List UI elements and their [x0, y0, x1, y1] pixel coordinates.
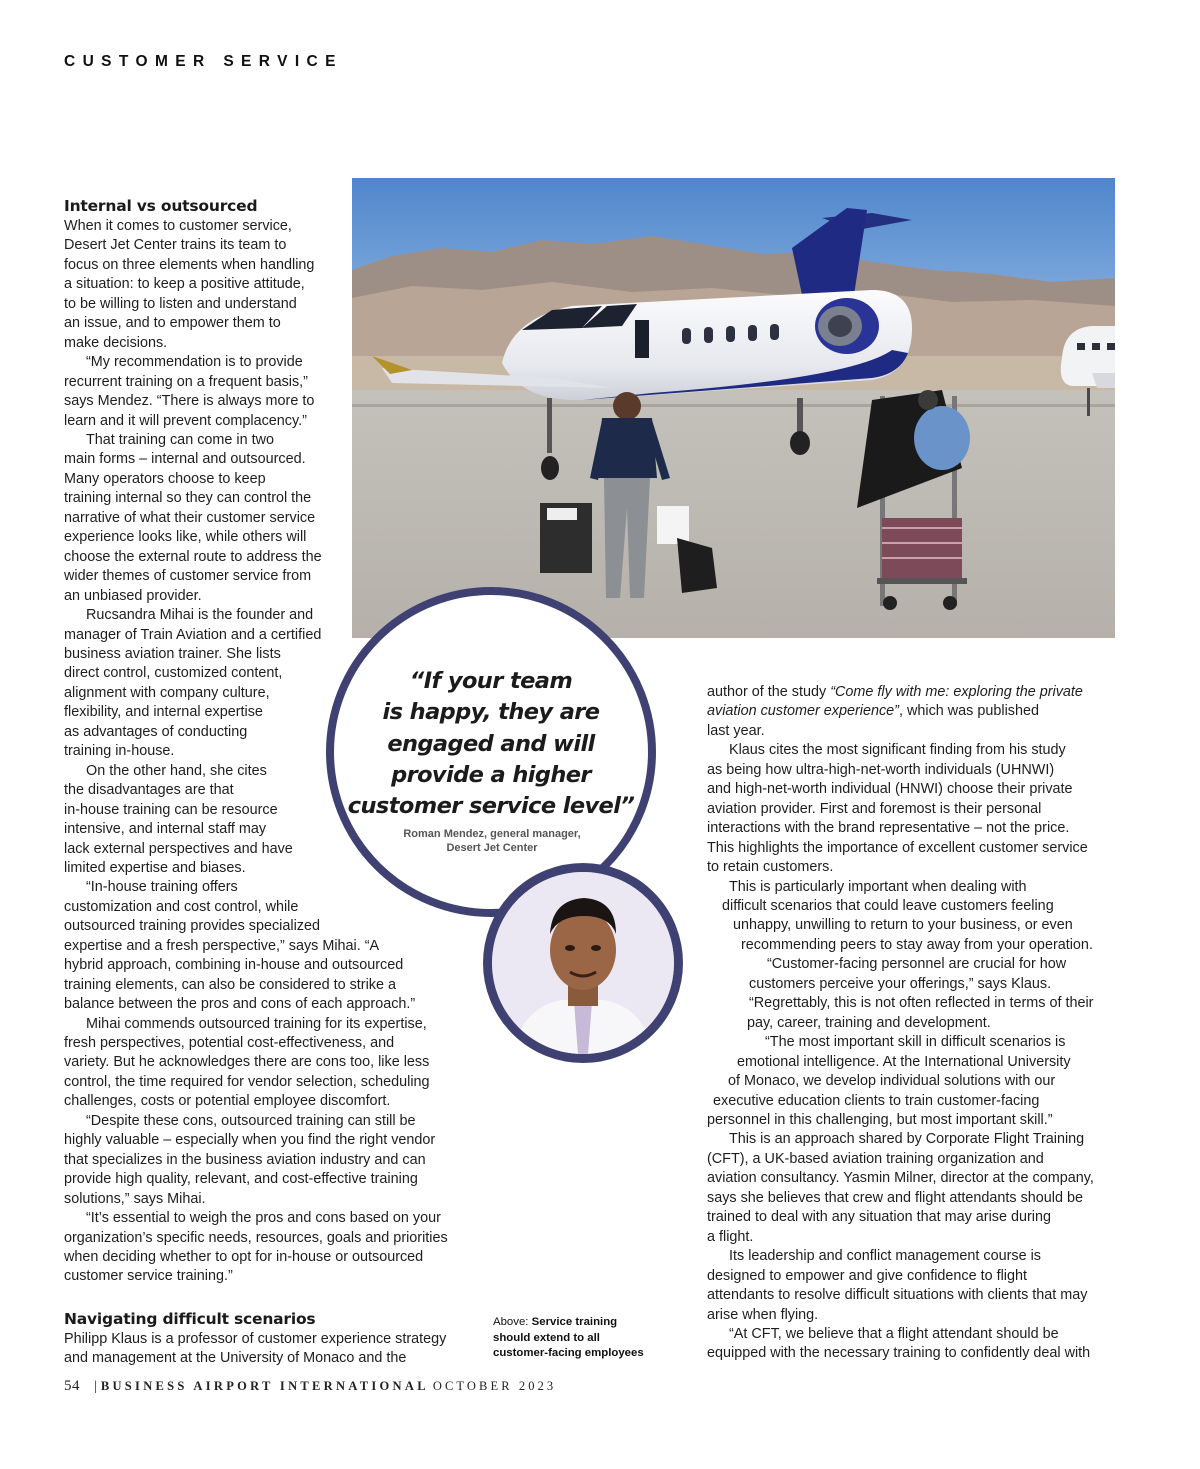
caption-label: Above:	[493, 1316, 532, 1328]
body-line: Klaus cites the most significant finding from his study	[729, 742, 1066, 759]
body-line: says Mendez. “There is always more to	[64, 393, 315, 410]
body-line: When it comes to customer service,	[64, 218, 292, 234]
body-line: manager of Train Aviation and a certified	[64, 626, 322, 643]
body-line: (CFT), a UK-based aviation training organization and	[707, 1150, 1044, 1167]
body-line: difficult scenarios that could leave customers feeling	[722, 897, 1054, 914]
body-line: pay, career, training and development.	[747, 1014, 991, 1031]
body-line: as advantages of conducting	[64, 723, 248, 740]
section-label: CUSTOMER SERVICE	[64, 53, 343, 70]
publication-name: BUSINESS AIRPORT INTERNATIONAL	[100, 1379, 429, 1393]
body-line: aviation provider. First and foremost is their personal	[707, 800, 1042, 817]
caption-line	[493, 1315, 673, 1331]
body-line: This is an approach shared by Corporate Flight Training	[729, 1131, 1085, 1148]
body-line: of Monaco, we develop individual solutions with our	[728, 1073, 1056, 1090]
body-line: Mihai commends outsourced training for its expertise,	[86, 1015, 427, 1032]
body-line: limited expertise and biases.	[64, 859, 246, 876]
body-line: variety. But he acknowledges there are cons too, like less	[64, 1054, 430, 1071]
body-line: a flight.	[707, 1228, 754, 1245]
body-line: recurrent training on a frequent basis,”	[64, 373, 308, 390]
body-line: last year.	[707, 722, 765, 739]
photo-caption	[493, 1315, 673, 1362]
body-line: “It’s essential to weigh the pros and cons based on your	[86, 1210, 441, 1227]
left-column-body-continued	[64, 1330, 448, 1369]
body-line: a situation: to keep a positive attitude,	[64, 276, 305, 293]
right-column-body	[707, 722, 1094, 1364]
body-line: This is particularly important when dealing with	[729, 878, 1027, 895]
body-line: control, the time required for vendor selection, scheduling	[64, 1073, 430, 1090]
page-footer	[64, 1377, 556, 1395]
body-line: personnel in this challenging, but most important skill.”	[707, 1111, 1053, 1128]
body-line: executive education clients to train customer-facing	[713, 1092, 1040, 1109]
body-line: attendants to resolve difficult situations with clients that may	[707, 1287, 1088, 1304]
body-line: trained to deal with any situation that may arise during	[707, 1209, 1051, 1226]
body-line: solutions,” says Mihai.	[64, 1190, 206, 1207]
body-line: “Regrettably, this is not often reflected in terms of their	[749, 995, 1094, 1012]
body-line: Rucsandra Mihai is the founder and	[86, 607, 314, 624]
body-line: emotional intelligence. At the International University	[737, 1053, 1071, 1070]
heading-internal-vs-outsourced: Internal vs outsourced	[64, 197, 258, 215]
body-line: as being how ultra-high-net-worth individuals (UHNWI)	[707, 761, 1055, 778]
footer-separator: |	[94, 1379, 97, 1394]
body-line: wider themes of customer service from	[64, 568, 312, 585]
body-line: “At CFT, we believe that a flight attendant should be	[729, 1325, 1059, 1342]
body-line: says she believes that crew and flight attendants should be	[707, 1189, 1083, 1206]
page-number: 54	[64, 1378, 80, 1394]
caption-line	[493, 1331, 673, 1347]
body-line: and high-net-worth individual (HNWI) choose their private	[707, 781, 1073, 798]
body-line: training elements, can also be considered to strike a	[64, 976, 396, 993]
body-line: when deciding whether to opt for in-house or outsourced	[64, 1249, 424, 1266]
pull-quote-line: customer service level”	[347, 793, 635, 820]
portrait-illustration	[492, 872, 674, 1054]
body-line: aviation consultancy. Yasmin Milner, director at the company,	[707, 1170, 1094, 1187]
body-line: Philipp Klaus is a professor of customer experience strategy	[64, 1330, 447, 1347]
hero-photo-jet-on-apron	[352, 178, 1115, 638]
pull-quote-attribution	[356, 827, 628, 855]
body-line: to be willing to listen and understand	[64, 295, 297, 312]
body-line: alignment with company culture,	[64, 684, 270, 701]
body-line: customization and cost control, while	[64, 898, 299, 915]
body-line: intensive, and internal staff may	[64, 821, 267, 838]
body-line: experience looks like, while others will	[64, 529, 307, 546]
study-title: “Come fly with me: exploring the private	[830, 684, 1083, 700]
body-line: an unbiased provider.	[64, 587, 202, 604]
body-line: focus on three elements when handling	[64, 256, 315, 273]
body-line: interactions with the brand representative – not the price.	[707, 820, 1070, 837]
body-line: challenges, costs or potential employee discomfort.	[64, 1093, 391, 1110]
heading-navigating-difficult-scenarios: Navigating difficult scenarios	[64, 1309, 316, 1328]
body-line: training in-house.	[64, 743, 175, 760]
pull-quote-line: engaged and will	[387, 730, 595, 757]
body-line: in-house training can be resource	[64, 801, 278, 818]
caption-text: customer-facing employees	[493, 1347, 644, 1360]
body-line: customer service training.”	[64, 1268, 233, 1285]
body-line: Its leadership and conflict management course is	[729, 1248, 1041, 1265]
body-line: make decisions.	[64, 334, 168, 351]
body-line: hybrid approach, combining in-house and outsourced	[64, 957, 404, 974]
caption-line	[493, 1346, 673, 1362]
body-line: unhappy, unwilling to return to your business, or even	[733, 917, 1073, 934]
body-line: business aviation trainer. She lists	[64, 645, 281, 662]
body-line: learn and it will prevent complacency.”	[64, 412, 307, 429]
right-column	[707, 683, 1094, 1364]
body-line: This highlights the importance of excellent customer service	[707, 839, 1088, 856]
body-line: “Customer-facing personnel are crucial for how	[767, 956, 1067, 973]
body-line: That training can come in two	[86, 431, 274, 448]
body-line: “Despite these cons, outsourced training can still be	[86, 1112, 416, 1129]
body-line: lack external perspectives and have	[64, 840, 293, 857]
body-line: organization’s specific needs, resources, goals and priorities	[64, 1229, 448, 1246]
pull-quote	[340, 666, 642, 822]
body-line: expertise and a fresh perspective,” says Mihai. “A	[64, 937, 380, 954]
body-line: balance between the pros and cons of each approach.”	[64, 996, 416, 1013]
attribution-line: Desert Jet Center	[446, 842, 538, 854]
body-line: Desert Jet Center trains its team to	[64, 237, 287, 254]
body-line: that specializes in the business aviation industry and can	[64, 1151, 426, 1168]
body-line: provide high quality, relevant, and cost-effective training	[64, 1171, 418, 1188]
body-line: choose the external route to address the	[64, 548, 322, 565]
body-line: “In-house training offers	[86, 879, 238, 896]
body-line: direct control, customized content,	[64, 665, 283, 682]
body-line: equipped with the necessary training to confidently deal with	[707, 1345, 1091, 1362]
portrait-photo	[483, 863, 683, 1063]
body-line: main forms – internal and outsourced.	[64, 451, 306, 468]
body-line: “My recommendation is to provide	[86, 354, 303, 371]
body-line: highly valuable – especially when you find the right vendor	[64, 1132, 436, 1149]
body-line: Many operators choose to keep	[64, 470, 266, 487]
caption-text: should extend to all	[493, 1331, 600, 1344]
pull-quote-line: “If your team	[409, 668, 573, 694]
attribution-line: Roman Mendez, general manager,	[403, 828, 581, 840]
body-line: the disadvantages are that	[64, 782, 234, 799]
body-line: flexibility, and internal expertise	[64, 704, 263, 721]
body-line: On the other hand, she cites	[86, 762, 267, 779]
body-line: recommending peers to stay away from your operation.	[741, 936, 1093, 953]
right-column-line	[707, 702, 1094, 721]
body-line: and management at the University of Monaco and the	[64, 1350, 407, 1367]
body-line: fresh perspectives, potential cost-effectiveness, and	[64, 1035, 395, 1052]
body-line: “The most important skill in difficult scenarios is	[765, 1034, 1066, 1051]
body-line: an issue, and to empower them to	[64, 315, 281, 332]
body-line: narrative of what their customer service	[64, 509, 316, 526]
body-line: designed to empower and give confidence to flight	[707, 1267, 1028, 1284]
body-line: customers perceive your offerings,” says Klaus.	[749, 975, 1052, 992]
study-title-continued: aviation customer experience”	[707, 703, 899, 720]
body-line: to retain customers.	[707, 859, 834, 876]
study-intro-text: author of the study	[707, 684, 831, 700]
issue-date: OCTOBER 2023	[432, 1379, 557, 1393]
right-column-line	[707, 683, 1094, 702]
body-line: outsourced training provides specialized	[64, 918, 320, 935]
caption-text: Service training	[531, 1316, 618, 1328]
body-line: training internal so they can control the	[64, 490, 312, 507]
body-line: arise when flying.	[707, 1306, 819, 1323]
study-intro-continued: , which was published	[898, 703, 1039, 720]
pull-quote-line: provide a higher	[391, 761, 591, 788]
pull-quote-line: is happy, they are	[382, 699, 600, 726]
